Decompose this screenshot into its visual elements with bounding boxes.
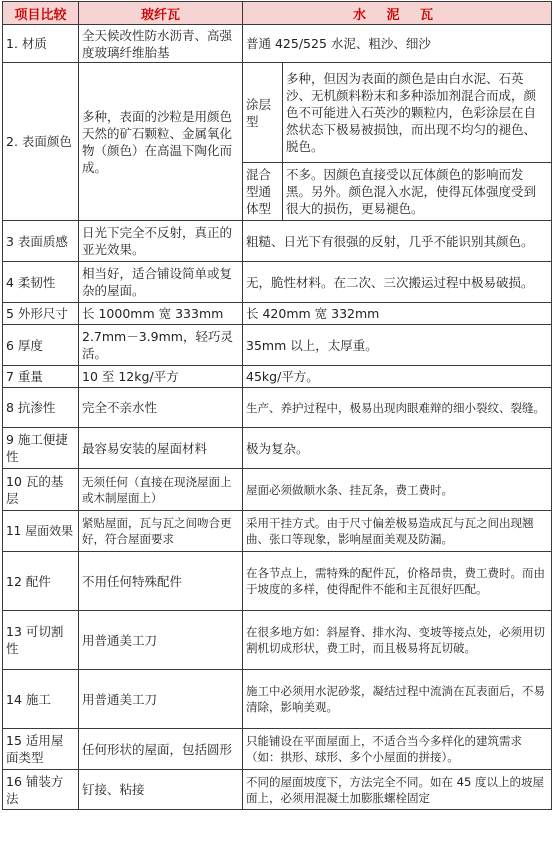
row-label: 14 施工 [3,670,79,729]
table-row [3,325,552,366]
table-row [3,670,552,729]
row-label: 16 铺装方法 [3,770,79,810]
table-row [3,63,552,163]
fiberglass-cell: 多种，表面的沙粒是用颜色天然的矿石颗粒、金属氧化物（颜色）在高温下陶化而成。 [79,63,243,221]
row-label: 11 屋面效果 [3,511,79,552]
fiberglass-cell: 10 至 12kg/平方 [79,366,243,388]
cement-cell: 普通 425/525 水泥、粗沙、细沙 [243,25,552,63]
table-row [3,303,552,325]
cement-cell: 在各节点上，需特殊的配件瓦，价格昂贵，费工费时。而由于坡度的多样，使得配件不能和主瓦很好匹配。 [243,552,552,611]
fiberglass-cell: 日光下完全不反射，真正的亚光效果。 [79,221,243,262]
table-row [3,729,552,770]
fiberglass-cell: 无须任何（直接在现浇屋面上或木制屋面上） [79,469,243,511]
fiberglass-cell: 任何形状的屋面，包括圆形 [79,729,243,770]
fiberglass-cell: 钉接、粘接 [79,770,243,810]
table-row [3,428,552,469]
row-label: 15 适用屋面类型 [3,729,79,770]
fiberglass-cell: 完全不亲水性 [79,388,243,428]
cement-cell: 粗糙、日光下有很强的反射，几乎不能识别其颜色。 [243,221,552,262]
row-label: 4 柔韧性 [3,262,79,303]
row-label: 12 配件 [3,552,79,611]
cement-cell: 只能铺设在平面屋面上，不适合当今多样化的建筑需求（如：拱形、球形、多个小屋面的拼接）。 [243,729,552,770]
table-row [3,611,552,670]
cement-cell: 35mm 以上，太厚重。 [243,325,552,366]
cement-cell: 生产、养护过程中，极易出现肉眼难辩的细小裂纹、裂缝。 [243,388,552,428]
row-label: 6 厚度 [3,325,79,366]
row-label: 2. 表面颜色 [3,63,79,221]
cement-cell: 采用干挂方式。由于尺寸偏差极易造成瓦与瓦之间出现翘曲、张口等现象，影响屋面美观及防漏。 [243,511,552,552]
row-label: 3 表面质感 [3,221,79,262]
table-row [3,552,552,611]
cement-cell: 极为复杂。 [243,428,552,469]
fiberglass-cell: 不用任何特殊配件 [79,552,243,611]
cement-cell: 施工中必须用水泥砂浆，凝结过程中流淌在瓦表面后，不易清除，影响美观。 [243,670,552,729]
table-row [3,469,552,511]
row-label: 8 抗渗性 [3,388,79,428]
fiberglass-cell: 用普通美工刀 [79,670,243,729]
header-cement: 水 泥 瓦 [243,2,552,25]
table-row [3,770,552,810]
cement-cell: 无，脆性材料。在二次、三次搬运过程中极易破损。 [243,262,552,303]
fiberglass-cell: 长 1000mm 宽 333mm [79,303,243,325]
cement-subtype-label: 涂层型 [243,63,283,163]
cement-cell: 在很多地方如：斜屋脊、排水沟、变坡等接点处，必须用切割机切成形状，费工时，而且极易将瓦切破。 [243,611,552,670]
row-label: 10 瓦的基层 [3,469,79,511]
fiberglass-cell: 用普通美工刀 [79,611,243,670]
row-label: 5 外形尺寸 [3,303,79,325]
fiberglass-cell: 最容易安装的屋面材料 [79,428,243,469]
table-row [3,221,552,262]
cement-cell: 45kg/平方。 [243,366,552,388]
table-row [3,366,552,388]
header-fiberglass: 玻纤瓦 [79,2,243,25]
table-row [3,262,552,303]
cement-subtype-text: 多种，但因为表面的颜色是由白水泥、石英沙、无机颜料粉末和多种添加剂混合而成，颜色不可能进入石英沙的颗粒内，色彩涂层在自然状态下极易被损蚀，而出现不均匀的褪色、脱色。 [283,63,552,163]
cement-cell: 长 420mm 宽 332mm [243,303,552,325]
row-label: 1. 材质 [3,25,79,63]
row-label: 13 可切割性 [3,611,79,670]
fiberglass-cell: 紧贴屋面，瓦与瓦之间吻合更好，符合屋面要求 [79,511,243,552]
cement-cell: 不同的屋面坡度下，方法完全不同。如在 45 度以上的坡屋面上，必须用混凝土加膨胀螺栓固定 [243,770,552,810]
header-item: 项目比较 [3,2,79,25]
fiberglass-cell: 2.7mm－3.9mm，轻巧灵活。 [79,325,243,366]
table-row [3,388,552,428]
comparison-table [2,1,552,810]
table-header-row [3,2,552,25]
cement-cell: 屋面必须做顺水条、挂瓦条，费工费时。 [243,469,552,511]
row-label: 7 重量 [3,366,79,388]
table-row [3,25,552,63]
fiberglass-cell: 全天候改性防水沥青、高强度玻璃纤维胎基 [79,25,243,63]
row-label: 9 施工便捷性 [3,428,79,469]
cement-subtype-label: 混合型通体型 [243,163,283,221]
table-row [3,511,552,552]
fiberglass-cell: 相当好，适合铺设简单或复杂的屋面。 [79,262,243,303]
cement-subtype-text: 不多。因颜色直接受以瓦体颜色的影响而发黑。另外。颜色混入水泥，使得瓦体强度受到很大的损伤，更易褪色。 [283,163,552,221]
